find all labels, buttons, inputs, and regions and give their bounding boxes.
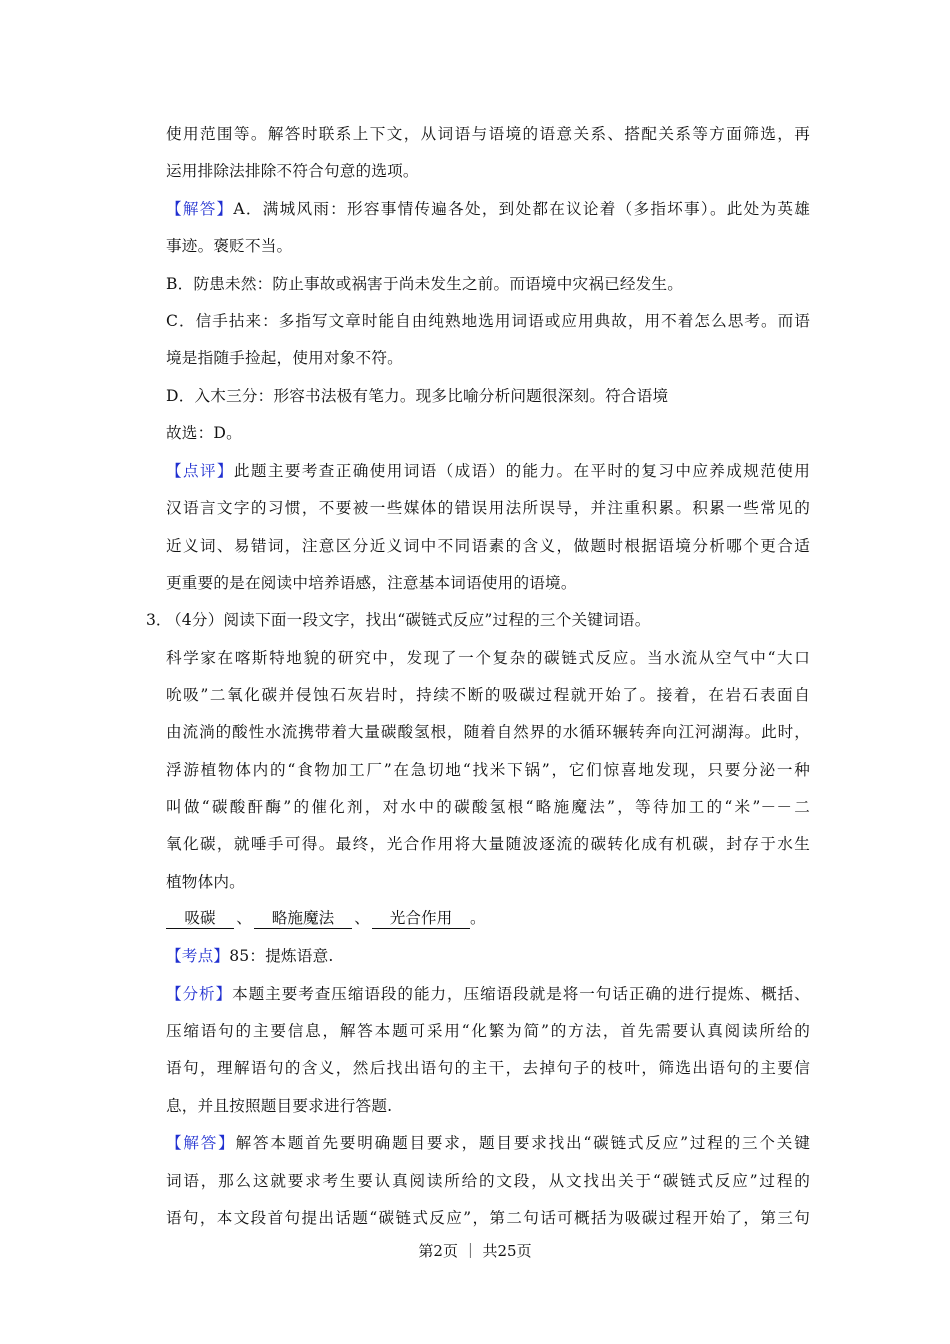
answer-line: 【解答】A．满城风雨：形容事情传遍各处，到处都在议论着（多指坏事）。此处为英雄 — [166, 200, 810, 218]
choice-result: 故选：D。 — [166, 424, 242, 442]
answer-blanks — [166, 908, 486, 929]
passage-line: 氧化碳，就唾手可得。最终，光合作用将大量随波逐流的碳转化成有机碳，封存于水生 — [166, 835, 810, 853]
option-b: B．防患未然：防止事故或祸害于尚未发生之前。而语境中灾祸已经发生。 — [166, 275, 684, 293]
passage-line: 浮游植物体内的“食物加工厂”在急切地“找米下锅”，它们惊喜地发现，只要分泌一种 — [166, 761, 810, 779]
page-footer: 第2页 ｜ 共25页 — [418, 1242, 532, 1260]
comment-tag: 【点评】 — [166, 462, 234, 480]
question-number: 3． — [146, 611, 172, 629]
text-line: 使用范围等。解答时联系上下文，从词语与语境的语意关系、搭配关系等方面筛选，再 — [166, 125, 810, 143]
kaodian-tag: 【考点】 — [166, 947, 230, 965]
separator: 、 — [354, 909, 370, 927]
text-line: 运用排除法排除不符合句意的选项。 — [166, 162, 419, 180]
comment-line: 【点评】此题主要考查正确使用词语（成语）的能力。在平时的复习中应养成规范使用 — [166, 462, 810, 480]
question-stem: （4分）阅读下面一段文字，找出“碳链式反应”过程的三个关键词语。 — [166, 611, 651, 629]
separator: 、 — [236, 909, 252, 927]
answer-blank-1: 吸碳 — [166, 908, 234, 929]
text-line: 近义词、易错词，注意区分近义词中不同语素的含义，做题时根据语境分析哪个更合适 — [166, 537, 810, 555]
option-c: C．信手拈来：多指写文章时能自由纯熟地选用词语或应用典故，用不着怎么思考。而语 — [166, 312, 810, 330]
answer-tag: 【解答】 — [166, 200, 234, 218]
passage-line: 植物体内。 — [166, 873, 245, 891]
text-line: 语句，理解语句的含义，然后找出语句的主干，去掉句子的枝叶，筛选出语句的主要信 — [166, 1059, 810, 1077]
passage-line: 吮吸”二氧化碳并侵蚀石灰岩时，持续不断的吸碳过程就开始了。接着，在岩石表面自 — [166, 686, 810, 704]
answer-blank-2: 略施魔法 — [254, 908, 352, 929]
solution-tag: 【解答】 — [166, 1134, 236, 1152]
passage-line: 由流淌的酸性水流携带着大量碳酸氢根，随着自然界的水循环辗转奔向江河湖海。此时， — [166, 723, 810, 741]
analysis-tag: 【分析】 — [166, 985, 233, 1003]
analysis-line: 【分析】本题主要考查压缩语段的能力，压缩语段就是将一句话正确的进行提炼、概括、 — [166, 985, 810, 1003]
kaodian-line: 【考点】85：提炼语意. — [166, 947, 334, 965]
answer-blank-3: 光合作用 — [372, 908, 470, 929]
text-line: 息，并且按照题目要求进行答题. — [166, 1097, 393, 1115]
text-line: 境是指随手捡起，使用对象不符。 — [166, 349, 403, 367]
solution-line: 【解答】解答本题首先要明确题目要求，题目要求找出“碳链式反应”过程的三个关键 — [166, 1134, 810, 1152]
text-line: 更重要的是在阅读中培养语感，注意基本词语使用的语境。 — [166, 574, 577, 592]
text-line: 语句，本文段首句提出话题“碳链式反应”，第二句话可概括为吸碳过程开始了，第三句 — [166, 1209, 810, 1227]
passage-line: 科学家在喀斯特地貌的研究中，发现了一个复杂的碳链式反应。当水流从空气中“大口 — [166, 649, 810, 667]
text-line: 事迹。褒贬不当。 — [166, 237, 293, 255]
option-d: D．入木三分：形容书法极有笔力。现多比喻分析问题很深刻。符合语境 — [166, 387, 669, 405]
text-line: 压缩语句的主要信息，解答本题可采用“化繁为简”的方法，首先需要认真阅读所给的 — [166, 1022, 810, 1040]
text-line: 词语，那么这就要求考生要认真阅读所给的文段，从文找出关于“碳链式反应”过程的 — [166, 1172, 810, 1190]
text-line: 汉语言文字的习惯，不要被一些媒体的错误用法所误导，并注重积累。积累一些常见的 — [166, 499, 810, 517]
answer-end: 。 — [470, 909, 486, 927]
passage-line: 叫做“碳酸酐酶”的催化剂，对水中的碳酸氢根“略施魔法”，等待加工的“米”－－二 — [166, 798, 810, 816]
